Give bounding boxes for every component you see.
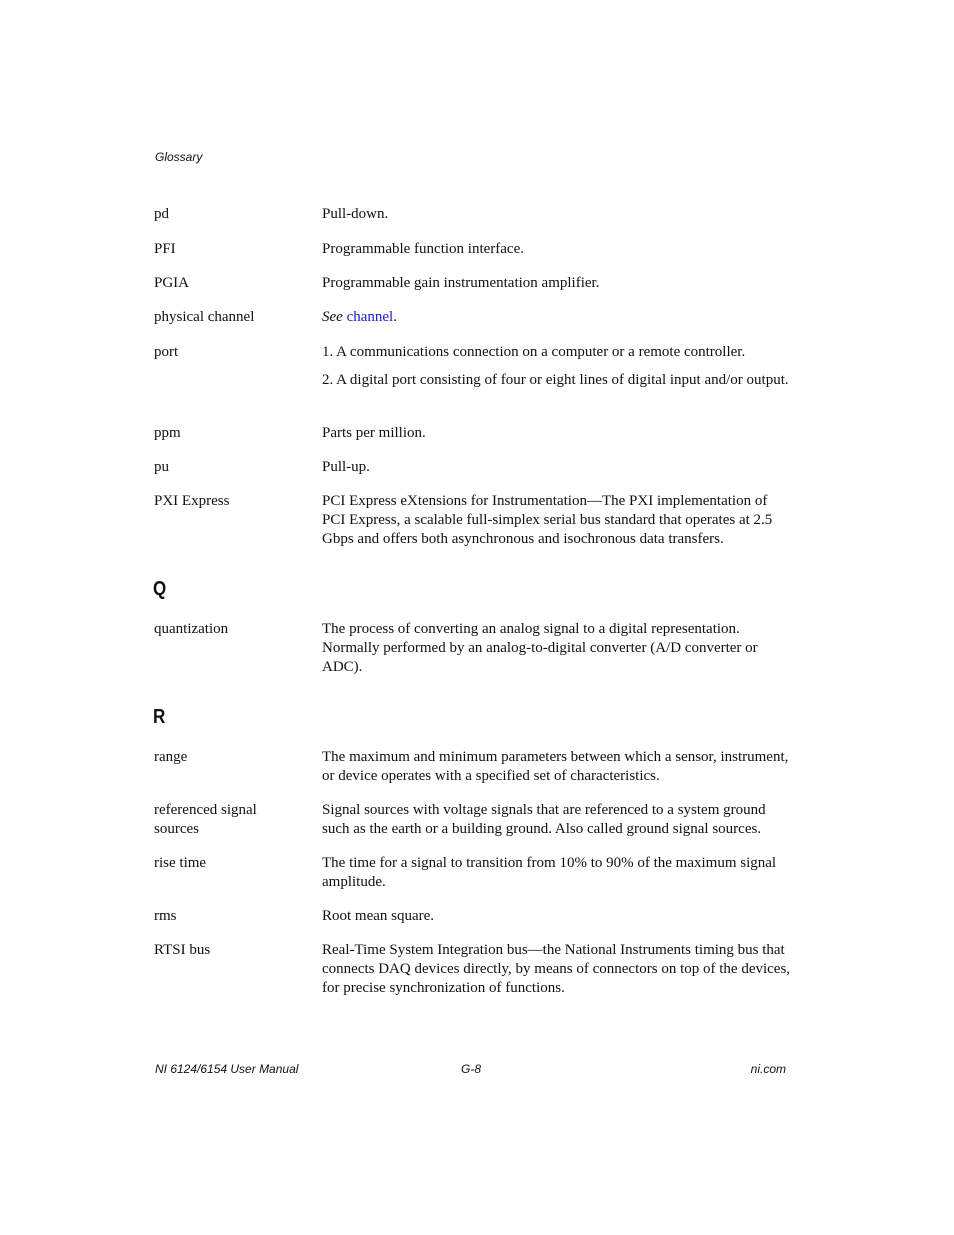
- glossary-term: PXI Express: [154, 493, 230, 509]
- glossary-term: quantization: [154, 621, 229, 637]
- footer-site: ni.com: [750, 1062, 786, 1076]
- footer-manual-title: NI 6124/6154 User Manual: [155, 1062, 299, 1076]
- glossary-term: physical channel: [154, 309, 255, 325]
- period: .: [393, 309, 397, 325]
- glossary-definition: Real-Time System Integration bus—the National Instruments timing bus that connects DAQ devices directly, by means of connectors on top of the devices, for precise synchronization of functions.: [322, 942, 791, 996]
- glossary-definition: Pull-down.: [322, 206, 389, 222]
- glossary-definition: The time for a signal to transition from 10% to 90% of the maximum signal amplitude.: [322, 855, 777, 890]
- glossary-term: pu: [154, 459, 169, 475]
- footer-page-number: G-8: [461, 1062, 482, 1076]
- glossary-definition: Programmable gain instrumentation amplifier.: [322, 275, 600, 291]
- glossary-definition: The process of converting an analog signal to a digital representation. Normally performed by an analog-to-digital converter (A/D converter or ADC).: [322, 621, 758, 675]
- section-heading-q: Q: [153, 578, 167, 600]
- glossary-definition: The maximum and minimum parameters between which a sensor, instrument, or device operates with a specified set of characteristics.: [322, 749, 789, 784]
- glossary-term: pd: [154, 206, 169, 222]
- glossary-term: range: [154, 749, 188, 765]
- glossary-term: RTSI bus: [154, 942, 211, 958]
- glossary-definition: Parts per million.: [322, 425, 426, 441]
- glossary-definition: 1. A communications connection on a computer or a remote controller. 2. A digital port consisting of four or eight lines of digital input and/or output.: [322, 344, 789, 388]
- glossary-term: PGIA: [154, 275, 190, 291]
- glossary-term: port: [154, 344, 179, 360]
- glossary-definition: Programmable function interface.: [322, 241, 525, 257]
- see-label: See: [322, 309, 343, 325]
- glossary-definition: [322, 308, 792, 327]
- running-header: Glossary: [155, 150, 203, 164]
- glossary-definition: Root mean square.: [322, 908, 435, 924]
- section-heading-r: R: [153, 706, 166, 728]
- channel-link[interactable]: channel: [346, 309, 394, 325]
- glossary-term: referenced signal sources: [154, 802, 257, 837]
- glossary-definition: Pull-up.: [322, 459, 370, 475]
- glossary-term: ppm: [154, 425, 181, 441]
- glossary-term: PFI: [154, 241, 176, 257]
- glossary-term: rms: [154, 908, 177, 924]
- glossary-term: rise time: [154, 855, 207, 871]
- glossary-definition: Signal sources with voltage signals that are referenced to a system ground such as the earth or a building ground. Also called ground signal sources.: [322, 802, 766, 837]
- glossary-definition: PCI Express eXtensions for Instrumentation—The PXI implementation of PCI Express, a scalable full-simplex serial bus standard that operates at 2.5 Gbps and offers both asynchronous and isochronous data transfers.: [322, 493, 773, 547]
